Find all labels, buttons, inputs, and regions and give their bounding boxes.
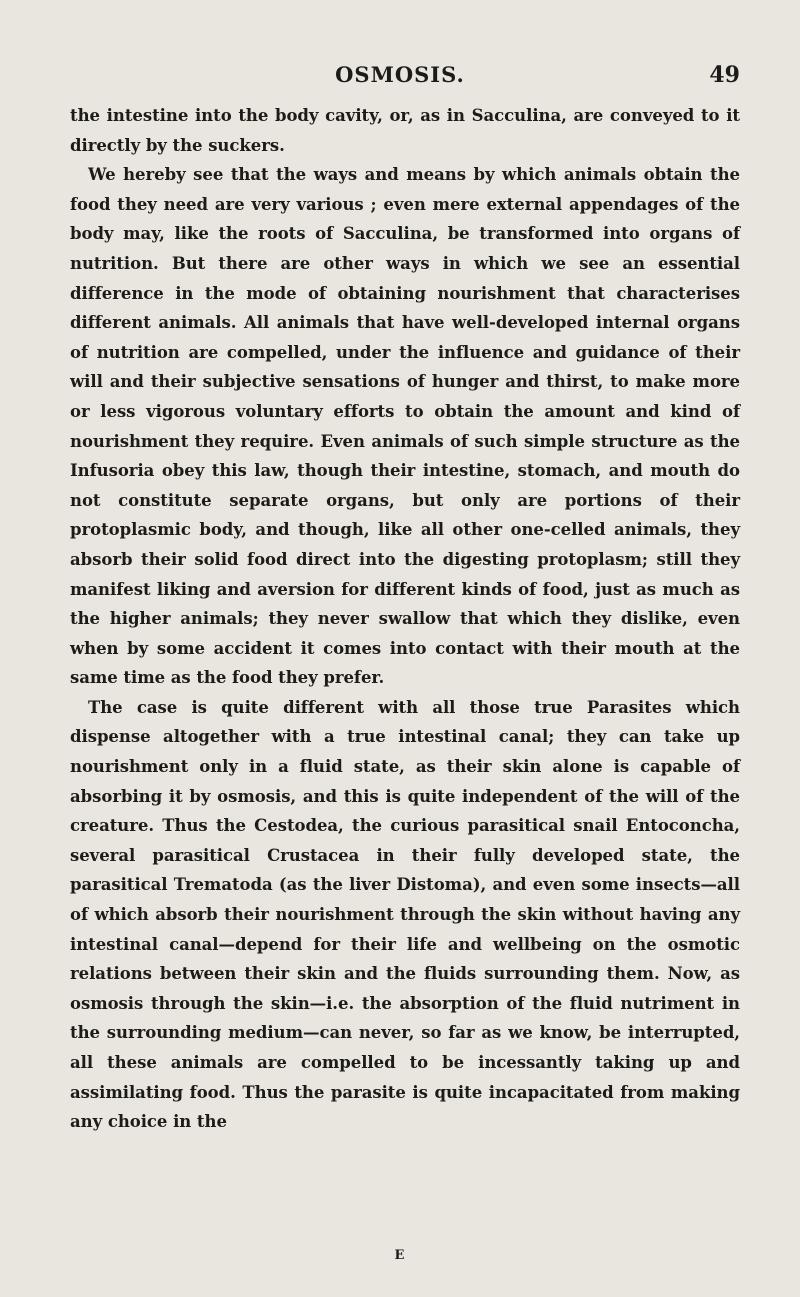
body-text xyxy=(70,101,740,1137)
page-number: 49 xyxy=(709,62,740,88)
running-title: OSMOSIS. xyxy=(335,62,465,87)
paragraph-nutrition-means: We hereby see that the ways and means by which animals obtain the food they need are very various ; even mere external appendages of the body may, like the roots of Sacculina, be transformed into organs of nutrition. But there are other ways in which we see an essential difference in the mode of obtaining nourishment that characterises different animals. All animals that have well-developed internal organs of nutrition are compelled, under the influence and guidance of their will and their subjective sensations of hunger and thirst, to make more or less vigorous voluntary efforts to obtain the amount and kind of nourishment they require. Even animals of such simple structure as the Infusoria obey this law, though their intestine, stomach, and mouth do not constitute separate organs, but only are portions of their protoplasmic body, and though, like all other one-celled animals, they absorb their solid food direct into the digesting protoplasm; still they manifest liking and aversion for different kinds of food, just as much as the higher animals; they never swallow that which they dislike, even when by some accident it comes into contact with their mouth at the same time as the food they prefer. xyxy=(70,165,740,688)
running-head xyxy=(60,62,740,102)
paragraph-continuation: the intestine into the body cavity, or, as in Sacculina, are conveyed to it directly by the suckers. xyxy=(70,106,740,155)
signature-mark: E xyxy=(394,1248,406,1263)
paragraph-parasites: The case is quite different with all those true Parasites which dispense altogether with a true intestinal canal; they can take up nourishment only in a fluid state, as their skin alone is capable of absorbing it by osmosis, and this is quite independent of the will of the creature. Thus the Cestodea, the curious parasitical snail Entoconcha, several parasitical Crustacea in their fully developed state, the parasitical Trematoda (as the liver Distoma), and even some insects—all of which absorb their nourishment through the skin without having any intestinal canal—depend for their life and wellbeing on the osmotic relations between their skin and the fluids surrounding them. Now, as osmosis through the skin—i.e. the absorption of the fluid nutriment in the surrounding medium—can never, so far as we know, be interrupted, all these animals are compelled to be incessantly taking up and assimilating food. Thus the parasite is quite incapacitated from making any choice in the xyxy=(70,697,740,1132)
